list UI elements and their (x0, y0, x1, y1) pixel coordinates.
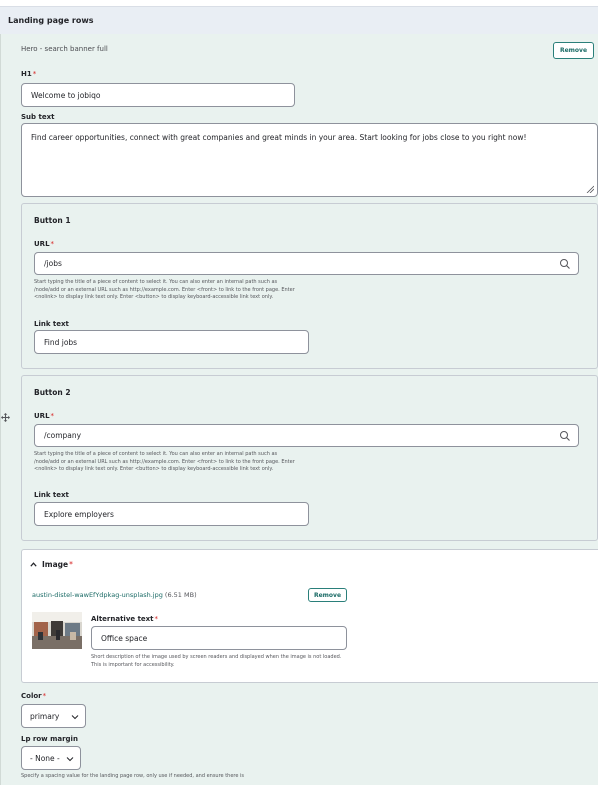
button2-url-help: Start typing the title of a piece of content to select it. You can also enter an internal path such as /node/add or an external URL such as http://example.com. Enter <front> to link to the front page. Enter <nolink> to display link text only. Enter <button> to display keyboard-accessible link text only. (34, 451, 295, 472)
row-type-label: Hero - search banner full (21, 45, 108, 53)
h1-label: H1* (21, 70, 37, 78)
button2-link-text-input[interactable]: Explore employers (34, 502, 309, 526)
search-icon (559, 258, 571, 270)
subtext-label: Sub text (21, 113, 55, 121)
button1-link-text-label: Link text (34, 320, 69, 328)
margin-label: Lp row margin (21, 735, 78, 743)
button1-url-input[interactable] (34, 252, 579, 275)
alt-text-label: Alternative text* (91, 615, 159, 623)
button2-link-text-label: Link text (34, 491, 69, 499)
resize-handle-icon[interactable] (586, 185, 594, 193)
button1-url-value: /jobs (44, 259, 62, 268)
button2-url-input[interactable] (34, 424, 579, 447)
alt-text-help: Short description of the image used by screen readers and displayed when the image is not loaded. This is important for accessibility. (91, 654, 342, 668)
image-file (32, 591, 197, 599)
margin-help: Specify a spacing value for the landing page row, only use if needed, and ensure there is (21, 773, 245, 779)
button1-legend: Button 1 (34, 216, 71, 225)
image-file-size: (6.51 MB) (164, 591, 197, 599)
image-summary-toggle[interactable] (30, 560, 73, 569)
chevron-down-icon (71, 714, 79, 720)
button2-url-label: URL* (34, 412, 55, 420)
color-select[interactable] (21, 704, 86, 728)
chevron-up-icon (30, 562, 37, 567)
color-select-value: primary (30, 711, 60, 721)
image-widget (21, 549, 598, 683)
button2-legend: Button 2 (34, 388, 71, 397)
button1-url-label: URL* (34, 240, 55, 248)
h1-input[interactable]: Welcome to jobiqo (21, 83, 295, 107)
subtext-value: Find career opportunities, connect with great companies and great minds in your area. Start looking for jobs close to you right now! (31, 133, 527, 142)
button1-url-help: Start typing the title of a piece of content to select it. You can also enter an internal path such as /node/add or an external URL such as http://example.com. Enter <front> to link to the front page. Enter <nolink> to display link text only. Enter <button> to display keyboard-accessible link text only. (34, 279, 295, 300)
image-thumbnail (32, 612, 82, 649)
section-header (0, 6, 598, 36)
section-title: Landing page rows (8, 16, 94, 25)
alt-text-input[interactable]: Office space (91, 626, 347, 650)
color-label: Color* (21, 692, 47, 700)
remove-row-button[interactable]: Remove (553, 42, 594, 59)
search-icon (559, 430, 571, 442)
subtext-textarea[interactable] (21, 123, 598, 197)
chevron-down-icon (66, 756, 74, 762)
image-label: Image* (42, 560, 73, 569)
remove-image-button[interactable]: Remove (308, 588, 347, 602)
move-handle-icon[interactable] (1, 413, 10, 422)
margin-select-value: - None - (30, 753, 60, 763)
margin-select[interactable] (21, 746, 81, 770)
image-file-link[interactable]: austin-distel-wawEfYdpkag-unsplash.jpg (32, 591, 163, 599)
button2-fieldset (21, 375, 598, 541)
button1-link-text-input[interactable]: Find jobs (34, 330, 309, 354)
button1-fieldset (21, 203, 598, 369)
button2-url-value: /company (44, 431, 82, 440)
